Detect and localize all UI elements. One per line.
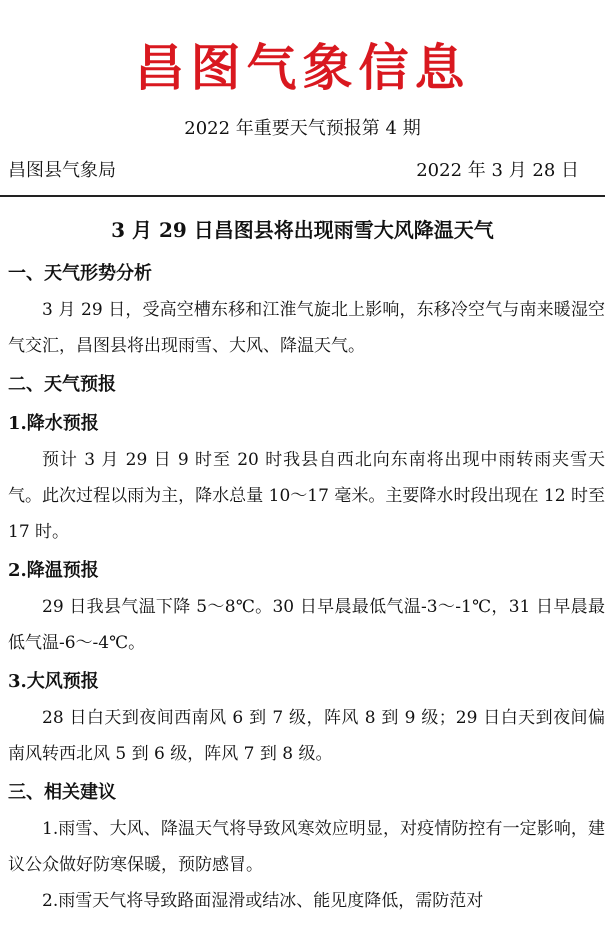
subheading-temperature: 2.降温预报: [8, 560, 99, 581]
temperature-paragraph: 29 日我县气温下降 5～8℃。30 日早晨最低气温-3～-1℃，31 日早晨最低气温-6～-4℃。: [8, 597, 605, 653]
advice-paragraph-2: 2.雨雪天气将导致路面湿滑或结冰、能见度降低，需防范对: [42, 891, 484, 911]
advice-paragraph-1: 1.雨雪、大风、降温天气将导致风寒效应明显，对疫情防控有一定影响，建议公众做好防寒保暖，预防感冒。: [8, 819, 605, 875]
header-rule: [0, 195, 605, 197]
wind-paragraph: 28 日白天到夜间西南风 6 到 7 级，阵风 8 到 9 级；29 日白天到夜间偏南风转西北风 5 到 6 级，阵风 7 到 8 级。: [8, 708, 605, 764]
article-body: [8, 256, 605, 919]
section-heading-analysis: 一、天气形势分析: [8, 263, 152, 284]
precipitation-paragraph: 预计 3 月 29 日 9 时至 20 时我县自西北向东南将出现中雨转雨夹雪天气。此次过程以雨为主，降水总量 10～17 毫米。主要降水时段出现在 12 时至 17 时。: [8, 450, 605, 542]
subheading-precipitation: 1.降水预报: [8, 413, 99, 434]
publish-date: 2022 年 3 月 28 日: [416, 160, 579, 181]
subheading-wind: 3.大风预报: [8, 671, 99, 692]
issue-line: 2022 年重要天气预报第 4 期: [184, 118, 421, 139]
analysis-paragraph: 3 月 29 日，受高空槽东移和江淮气旋北上影响，东移冷空气与南来暖湿空气交汇，昌图县将出现雨雪、大风、降温天气。: [8, 300, 605, 356]
section-heading-advice: 三、相关建议: [8, 782, 116, 803]
masthead: 昌图气象信息: [134, 39, 471, 97]
agency-name: 昌图县气象局: [8, 160, 116, 181]
article-title: 3 月 29 日昌图县将出现雨雪大风降温天气: [111, 218, 494, 242]
section-heading-forecast: 二、天气预报: [8, 374, 116, 395]
